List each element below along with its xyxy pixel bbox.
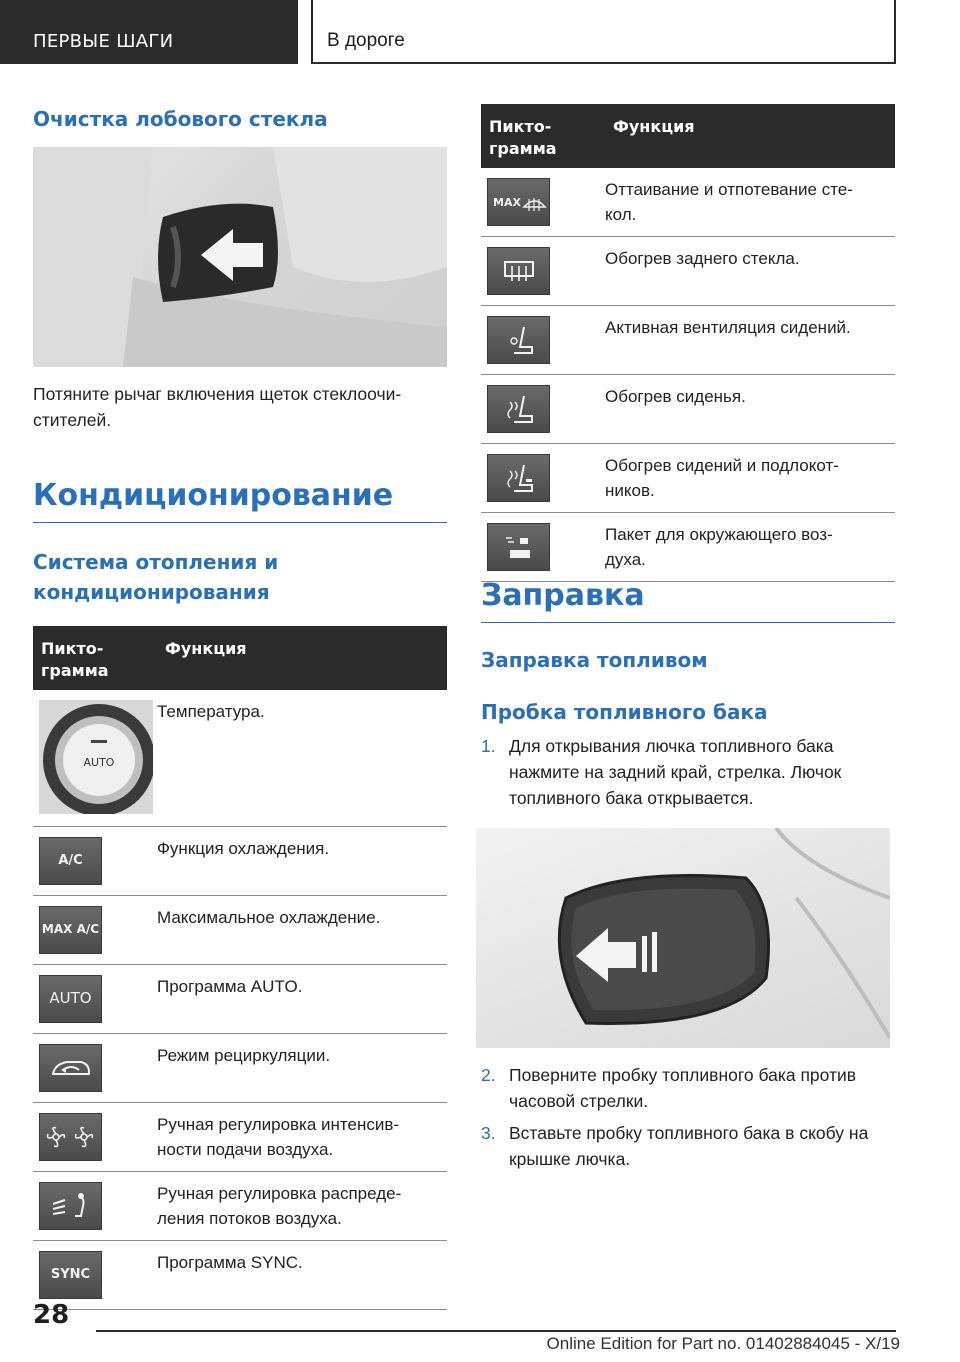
- col-header-icon: Пикто- грамма: [481, 104, 605, 168]
- step-text: Поверните пробку топливного бака против часовой стрелки.: [509, 1065, 857, 1111]
- seat-heating-icon: [487, 385, 550, 433]
- col-header-function: Функция: [157, 626, 447, 690]
- table-row: [481, 375, 895, 444]
- seat-ventilation-icon: [487, 316, 550, 364]
- col-header-function: Функция: [605, 104, 895, 168]
- fuel-cap-heading: Пробка топливного бака: [481, 700, 768, 724]
- col-header-icon: Пикто- грамма: [33, 626, 157, 690]
- section-tab: ПЕРВЫЕ ШАГИ: [0, 0, 298, 64]
- fan-speed-icon: [39, 1113, 102, 1161]
- function-text: Функция охлаждения.: [157, 826, 447, 895]
- refuel-heading: Заправка: [481, 578, 645, 613]
- page-number: 28: [33, 1300, 70, 1330]
- table-row: [33, 826, 447, 895]
- function-text: Режим рециркуляции.: [157, 1033, 447, 1102]
- function-text: Ручная регулировка распреде- ления потоков воздуха.: [157, 1171, 447, 1240]
- rear-window-heating-icon: [487, 247, 550, 295]
- table-row: [33, 895, 447, 964]
- fuel-flap-illustration: [476, 828, 890, 1048]
- table-row: [481, 513, 895, 582]
- table-row: [33, 1102, 447, 1171]
- wiper-lever-illustration: [33, 147, 447, 367]
- list-item: [481, 1062, 895, 1114]
- function-text: Пакет для окружающего воз- духа.: [605, 513, 895, 582]
- function-text: Температура.: [157, 690, 447, 826]
- heading-rule: [33, 522, 447, 523]
- step-text: Для открывания лючка топливного бака нажмите на задний край, стрелка. Лючок топливного бака открывается.: [509, 736, 842, 808]
- table-row: [33, 690, 447, 826]
- refuel-subheading: Заправка топливом: [481, 648, 708, 672]
- function-text: Программа SYNC.: [157, 1240, 447, 1309]
- svg-text:AUTO: AUTO: [83, 756, 115, 769]
- sync-button-icon: SYNC: [39, 1251, 102, 1299]
- climate-table: [33, 626, 447, 1310]
- heading-rule: [481, 622, 895, 623]
- step-text: Вставьте пробку топливного бака в скобу на крышке лючка.: [509, 1123, 869, 1169]
- recirculation-icon: [39, 1044, 102, 1092]
- max-ac-button-icon: MAX A/C: [39, 906, 102, 954]
- function-text: Активная вентиляция сидений.: [605, 306, 895, 375]
- edition-note: Online Edition for Part no. 01402884045 - X/19: [546, 1334, 900, 1353]
- auto-button-icon: AUTO: [39, 975, 102, 1023]
- table-row: [33, 1033, 447, 1102]
- table-row: [481, 306, 895, 375]
- left-column: [33, 104, 447, 134]
- step-number: 2.: [481, 1065, 496, 1085]
- svg-text:MAX: MAX: [492, 196, 521, 209]
- fuel-flap-photo: [476, 828, 890, 1048]
- function-text: Программа AUTO.: [157, 964, 447, 1033]
- wiper-lever-photo: [33, 147, 447, 367]
- function-text: Обогрев сидений и подлокот- ников.: [605, 444, 895, 513]
- temperature-auto-knob-icon: [39, 700, 153, 814]
- chapter-tab: В дороге: [311, 0, 896, 64]
- table-row: [33, 1171, 447, 1240]
- function-text: Обогрев заднего стекла.: [605, 237, 895, 306]
- windshield-heading: Очистка лобового стекла: [33, 107, 328, 131]
- climate-subheading: Система отопления и кондиционирования: [33, 550, 279, 604]
- ambient-air-package-icon: [487, 523, 550, 571]
- step-number: 1.: [481, 736, 496, 756]
- function-text: Ручная регулировка интенсив- ности подачи воздуха.: [157, 1102, 447, 1171]
- table-row: [33, 964, 447, 1033]
- windshield-caption: Потяните рычаг включения щеток стеклоочи- стителей.: [33, 384, 402, 430]
- footer-rule: [96, 1330, 896, 1332]
- function-text: Оттаивание и отпотевание сте- кол.: [605, 168, 895, 237]
- table-row: [481, 168, 895, 237]
- climate-heading: Кондиционирование: [33, 478, 394, 513]
- function-text: Максимальное охлаждение.: [157, 895, 447, 964]
- table-row: [33, 1240, 447, 1309]
- list-item: [481, 733, 895, 811]
- table-row: [481, 237, 895, 306]
- max-defrost-icon: [487, 178, 550, 226]
- step-number: 3.: [481, 1123, 496, 1143]
- list-item: [481, 1120, 895, 1172]
- ac-button-icon: A/C: [39, 837, 102, 885]
- seat-armrest-heating-icon: [487, 454, 550, 502]
- function-text: Обогрев сиденья.: [605, 375, 895, 444]
- climate-table-continued: [481, 104, 895, 582]
- table-row: [481, 444, 895, 513]
- air-distribution-icon: [39, 1182, 102, 1230]
